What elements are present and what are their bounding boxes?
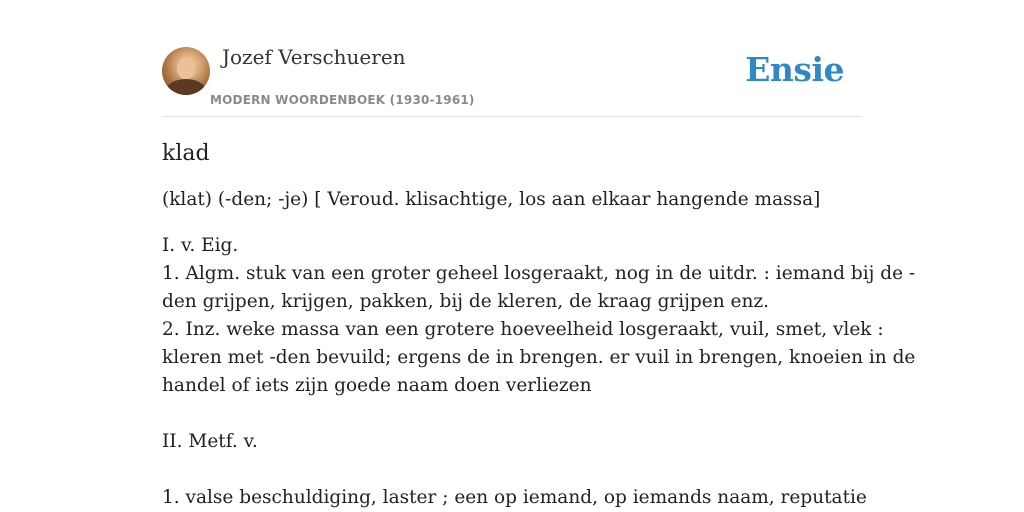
definition-line: II. Metf. v. xyxy=(162,431,258,452)
avatar-face xyxy=(177,57,195,79)
site-logo[interactable]: Ensie xyxy=(745,50,844,89)
author-name[interactable]: Jozef Verschueren xyxy=(222,45,406,69)
dictionary-name[interactable]: MODERN WOORDENBOEK (1930-1961) xyxy=(210,93,475,107)
entry-headword: klad xyxy=(162,141,210,166)
blank-line xyxy=(162,400,862,428)
avatar-body xyxy=(166,79,206,95)
entry-content xyxy=(162,138,916,512)
definition-line: 1. Algm. stuk van een groter geheel losgeraakt, nog in de uitdr. : iemand bij de - xyxy=(162,263,916,284)
definition-line: den grijpen, krijgen, pakken, bij de kleren, de kraag grijpen enz. xyxy=(162,291,769,312)
definition-line: 1. valse beschuldiging, laster ; een op iemand, op iemands naam, reputatie xyxy=(162,487,867,508)
definition-line: handel of iets zijn goede naam doen verliezen xyxy=(162,375,592,396)
entry-etymology: (klat) (-den; -je) [ Veroud. klisachtige, los aan elkaar hangende massa] xyxy=(162,189,821,210)
author-avatar[interactable] xyxy=(162,47,210,95)
definition-line: I. v. Eig. xyxy=(162,235,239,256)
page-header xyxy=(162,0,862,117)
blank-line xyxy=(162,456,862,484)
definition-line: kleren met -den bevuild; ergens de in brengen. er vuil in brengen, knoeien in de xyxy=(162,347,916,368)
definition-line: 2. Inz. weke massa van een grotere hoeveelheid losgeraakt, vuil, smet, vlek : xyxy=(162,319,884,340)
entry-definition xyxy=(162,232,916,512)
